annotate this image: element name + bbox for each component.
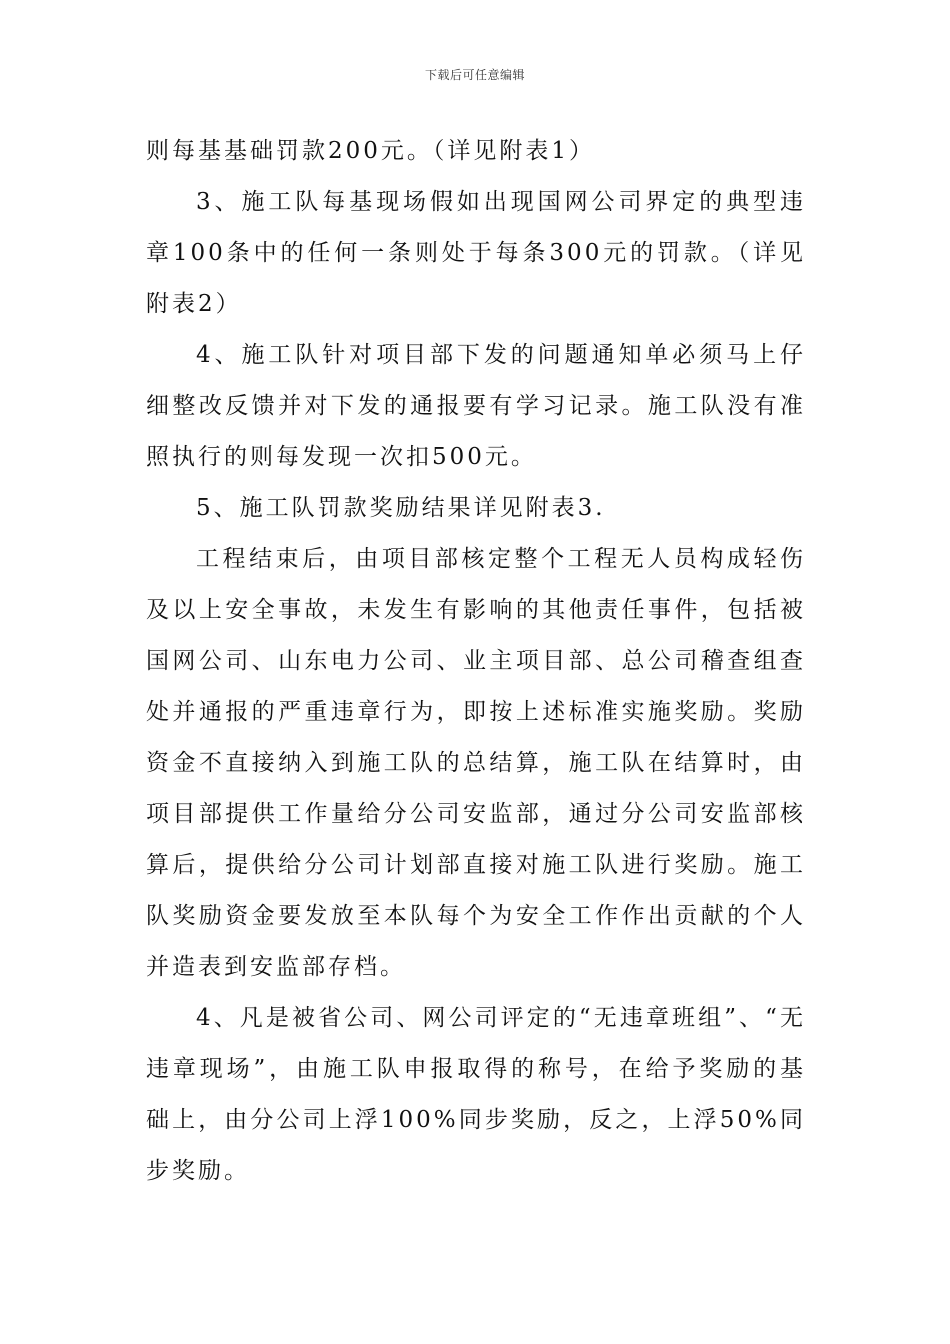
page-header: 下载后可任意编辑 <box>424 68 525 82</box>
paragraph-item-5: 5、施工队罚款奖励结果详见附表3. <box>196 495 606 521</box>
paragraph-item-4: 4、施工队针对项目部下发的问题通知单必须马上仔细整改反馈并对下发的通报要有学习记录。施工队没有准照执行的则每发现一次扣500元。 <box>146 342 806 470</box>
paragraph-item-4-no-violation: 4、凡是被省公司、网公司评定的“无违章班组”、“无违章现场”，由施工队申报取得的称号，在给予奖励的基础上，由分公司上浮100%同步奖励，反之，上浮50%同步奖励。 <box>146 1005 806 1184</box>
document-body <box>146 126 806 1197</box>
paragraph-fine-continuation: 则每基基础罚款200元。（详见附表1） <box>146 138 596 164</box>
paragraph-project-end-reward: 工程结束后，由项目部核定整个工程无人员构成轻伤及以上安全事故，未发生有影响的其他责任事件，包括被国网公司、山东电力公司、业主项目部、总公司稽查组查处并通报的严重违章行为，即按上述标准实施奖励。奖励资金不直接纳入到施工队的总结算，施工队在结算时，由项目部提供工作量给分公司安监部，通过分公司安监部核算后，提供给分公司计划部直接对施工队进行奖励。施工队奖励资金要发放至本队每个为安全工作作出贡献的个人并造表到安监部存档。 <box>146 546 806 980</box>
paragraph-item-3: 3、施工队每基现场假如出现国网公司界定的典型违章100条中的任何一条则处于每条300元的罚款。（详见附表2） <box>146 189 806 317</box>
